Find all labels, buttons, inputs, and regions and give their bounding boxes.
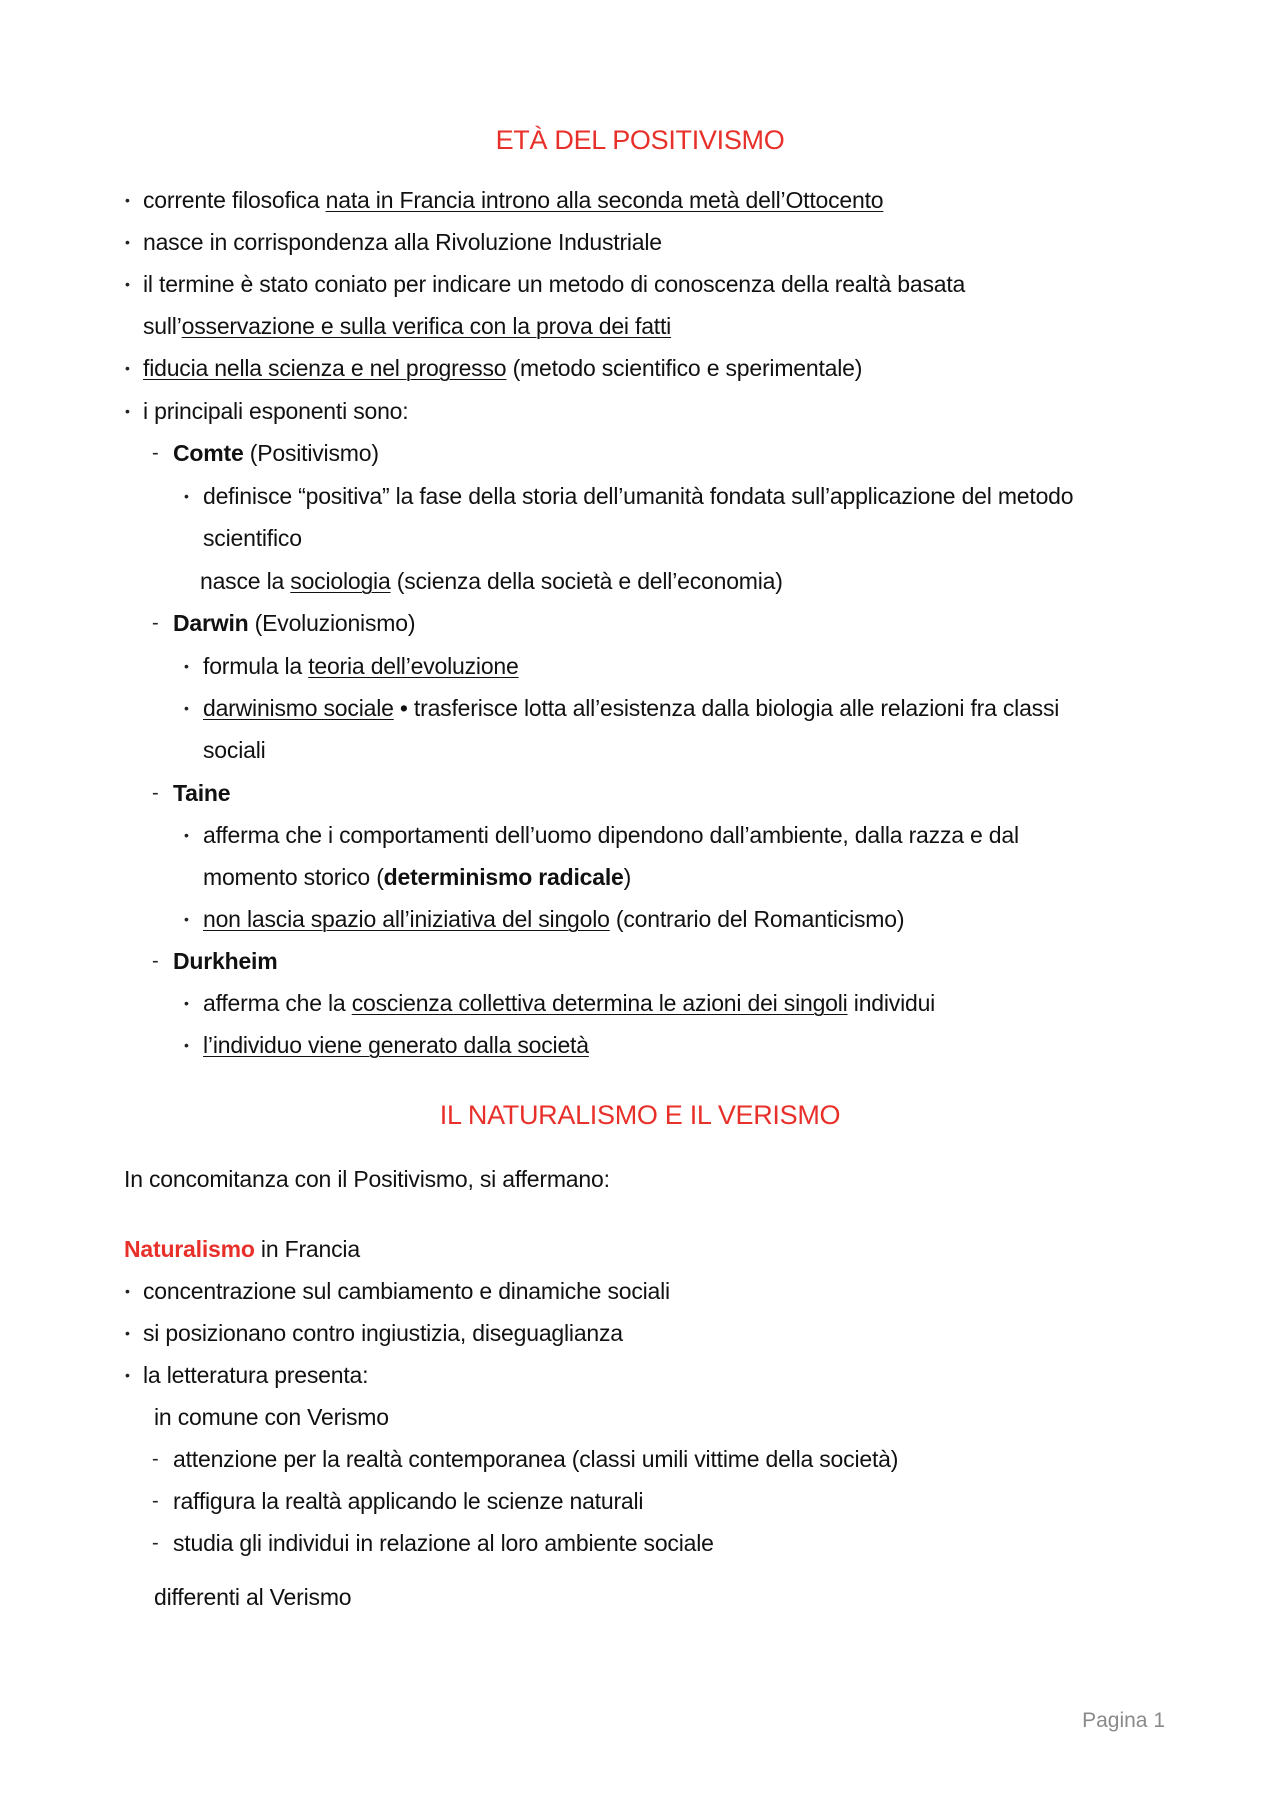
bullet-icon: • bbox=[184, 658, 189, 674]
dash-icon: - bbox=[152, 1490, 159, 1512]
bullet-icon: • bbox=[184, 995, 189, 1011]
list-item-continuation: sull’osservazione e sulla verifica con la prova dei fatti bbox=[143, 313, 672, 339]
list-item: raffigura la realtà applicando le scienze naturali bbox=[173, 1488, 644, 1514]
author-durkheim: Durkheim bbox=[173, 948, 278, 974]
bullet-icon: • bbox=[184, 488, 189, 504]
list-item-continuation: sociali bbox=[203, 737, 266, 763]
list-item: nasce la sociologia (scienza della società e dell’economia) bbox=[200, 568, 783, 594]
list-item: afferma che la coscienza collettiva determina le azioni dei singoli individui bbox=[203, 990, 936, 1016]
dash-icon: - bbox=[152, 950, 159, 972]
dash-icon: - bbox=[152, 442, 159, 464]
author-darwin: Darwin (Evoluzionismo) bbox=[173, 610, 416, 636]
bullet-icon: • bbox=[125, 1367, 130, 1383]
list-item: fiducia nella scienza e nel progresso (metodo scientifico e sperimentale) bbox=[143, 355, 863, 381]
list-item: nasce in corrispondenza alla Rivoluzione Industriale bbox=[143, 229, 662, 255]
dash-icon: - bbox=[152, 1532, 159, 1554]
intro-paragraph: In concomitanza con il Positivismo, si affermano: bbox=[124, 1166, 610, 1192]
list-item: l’individuo viene generato dalla società bbox=[203, 1032, 589, 1058]
list-item: formula la teoria dell’evoluzione bbox=[203, 653, 519, 679]
section-title-naturalismo: IL NATURALISMO E IL VERISMO bbox=[439, 1100, 841, 1130]
list-item: definisce “positiva” la fase della storia dell’umanità fondata sull’applicazione del metodo bbox=[203, 483, 1074, 509]
list-item-continuation: scientifico bbox=[203, 525, 302, 551]
list-item: darwinismo sociale • trasferisce lotta all’esistenza dalla biologia alle relazioni fra classi bbox=[203, 695, 1060, 721]
bullet-icon: • bbox=[125, 192, 130, 208]
list-item: afferma che i comportamenti dell’uomo dipendono dall’ambiente, dalla razza e dal bbox=[203, 822, 1019, 848]
list-item: il termine è stato coniato per indicare un metodo di conoscenza della realtà basata bbox=[143, 271, 966, 297]
bullet-icon: • bbox=[184, 1037, 189, 1053]
list-item-continuation: momento storico (determinismo radicale) bbox=[203, 864, 632, 890]
dash-icon: - bbox=[152, 612, 159, 634]
bullet-icon: • bbox=[125, 1283, 130, 1299]
differences-label: differenti al Verismo bbox=[154, 1584, 352, 1610]
bullet-icon: • bbox=[184, 827, 189, 843]
bullet-icon: • bbox=[125, 276, 130, 292]
author-comte: Comte (Positivismo) bbox=[173, 440, 379, 466]
bullet-icon: • bbox=[125, 1325, 130, 1341]
section-title-positivismo: ETÀ DEL POSITIVISMO bbox=[495, 125, 785, 155]
list-item: i principali esponenti sono: bbox=[143, 398, 409, 424]
dash-icon: - bbox=[152, 1448, 159, 1470]
list-item: attenzione per la realtà contemporanea (classi umili vittime della società) bbox=[173, 1446, 899, 1472]
bullet-icon: • bbox=[125, 360, 130, 376]
list-item: concentrazione sul cambiamento e dinamiche sociali bbox=[143, 1278, 670, 1304]
common-label: in comune con Verismo bbox=[154, 1404, 389, 1430]
dash-icon: - bbox=[152, 782, 159, 804]
list-item: non lascia spazio all’iniziativa del singolo (contrario del Romanticismo) bbox=[203, 906, 905, 932]
list-item: corrente filosofica nata in Francia introno alla seconda metà dell’Ottocento bbox=[143, 187, 884, 213]
page-number: Pagina 1 bbox=[1082, 1709, 1165, 1732]
list-item: studia gli individui in relazione al loro ambiente sociale bbox=[173, 1530, 714, 1556]
bullet-icon: • bbox=[184, 911, 189, 927]
list-item: la letteratura presenta: bbox=[143, 1362, 369, 1388]
author-taine: Taine bbox=[173, 780, 231, 806]
list-item: si posizionano contro ingiustizia, diseguaglianza bbox=[143, 1320, 623, 1346]
bullet-icon: • bbox=[184, 700, 189, 716]
bullet-icon: • bbox=[125, 234, 130, 250]
subheading-naturalismo: Naturalismo in Francia bbox=[124, 1236, 360, 1262]
bullet-icon: • bbox=[125, 403, 130, 419]
